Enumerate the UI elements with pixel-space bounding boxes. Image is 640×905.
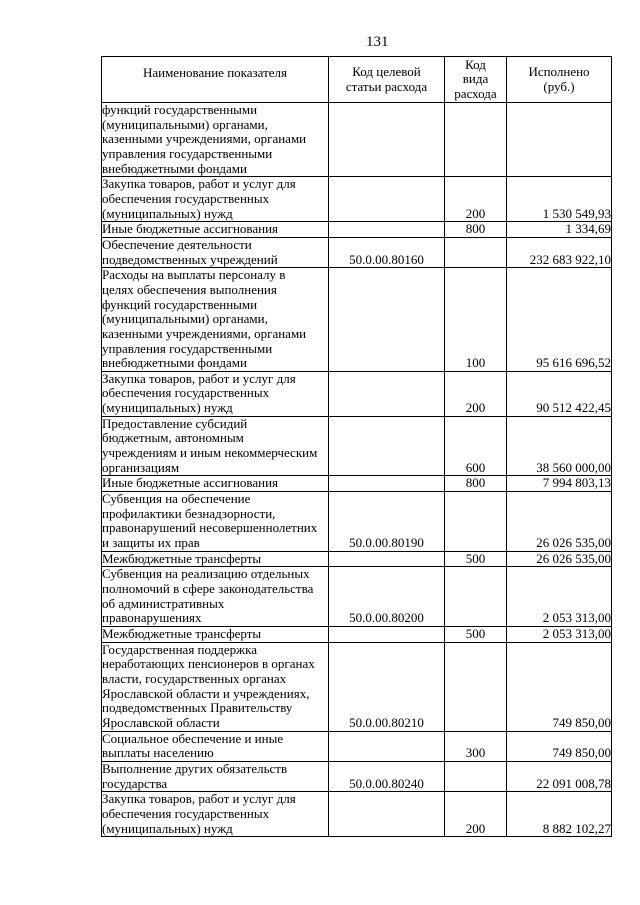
executed-amount-cell: 749 850,00 bbox=[507, 731, 612, 761]
indicator-name-cell: Государственная поддержка неработающих пенсионеров в органах власти, государственных органах Ярославской области и учреждениях, подведомственных Правительству Ярославской области bbox=[102, 642, 329, 731]
expense-kind-cell: 500 bbox=[445, 626, 507, 642]
indicator-name-cell: Субвенция на реализацию отдельных полномочий в сфере законодательства об административных правонарушениях bbox=[102, 567, 329, 627]
indicator-name-cell: Социальное обеспечение и иные выплаты населению bbox=[102, 731, 329, 761]
executed-amount-cell: 749 850,00 bbox=[507, 642, 612, 731]
table-row bbox=[102, 731, 612, 761]
expense-kind-cell: 800 bbox=[445, 476, 507, 492]
target-code-cell: 50.0.00.80240 bbox=[329, 761, 445, 791]
target-code-cell bbox=[329, 551, 445, 567]
expense-kind-cell: 200 bbox=[445, 177, 507, 222]
table-row bbox=[102, 237, 612, 267]
indicator-name-cell: функций государственными (муниципальными) органами, казенными учреждениями, органами управления государственными внебюджетными фондами bbox=[102, 103, 329, 177]
expense-kind-cell bbox=[445, 237, 507, 267]
target-code-cell bbox=[329, 731, 445, 761]
expense-kind-cell: 200 bbox=[445, 371, 507, 416]
expense-kind-cell: 800 bbox=[445, 222, 507, 238]
expense-kind-cell bbox=[445, 103, 507, 177]
target-code-cell bbox=[329, 103, 445, 177]
page-number: 131 bbox=[366, 34, 389, 50]
table-row bbox=[102, 177, 612, 222]
executed-amount-cell bbox=[507, 103, 612, 177]
indicator-name-cell: Межбюджетные трансферты bbox=[102, 626, 329, 642]
target-code-cell bbox=[329, 222, 445, 238]
header-indicator-name: Наименование показателя bbox=[102, 57, 329, 103]
executed-amount-cell: 8 882 102,27 bbox=[507, 792, 612, 837]
indicator-name-cell: Закупка товаров, работ и услуг для обеспечения государственных (муниципальных) нужд bbox=[102, 792, 329, 837]
table-row bbox=[102, 761, 612, 791]
target-code-cell bbox=[329, 371, 445, 416]
budget-execution-table bbox=[101, 56, 612, 837]
target-code-cell bbox=[329, 177, 445, 222]
expense-kind-cell: 200 bbox=[445, 792, 507, 837]
expense-kind-cell: 500 bbox=[445, 551, 507, 567]
table-row bbox=[102, 492, 612, 552]
executed-amount-cell: 38 560 000,00 bbox=[507, 416, 612, 476]
expense-kind-cell bbox=[445, 492, 507, 552]
target-code-cell bbox=[329, 416, 445, 476]
table-row bbox=[102, 103, 612, 177]
indicator-name-cell: Расходы на выплаты персоналу в целях обеспечения выполнения функций государственными (муниципальными) органами, казенными учреждениями, органами управления государственными внебюджетными фондами bbox=[102, 268, 329, 372]
target-code-cell: 50.0.00.80190 bbox=[329, 492, 445, 552]
executed-amount-cell: 232 683 922,10 bbox=[507, 237, 612, 267]
indicator-name-cell: Предоставление субсидий бюджетным, автономным учреждениям и иным некоммерческим организациям bbox=[102, 416, 329, 476]
indicator-name-cell: Иные бюджетные ассигнования bbox=[102, 476, 329, 492]
executed-amount-cell: 7 994 803,13 bbox=[507, 476, 612, 492]
expense-kind-cell bbox=[445, 567, 507, 627]
executed-amount-cell: 90 512 422,45 bbox=[507, 371, 612, 416]
table-row bbox=[102, 268, 612, 372]
expense-kind-cell bbox=[445, 761, 507, 791]
table-row bbox=[102, 551, 612, 567]
executed-amount-cell: 26 026 535,00 bbox=[507, 492, 612, 552]
table-row bbox=[102, 371, 612, 416]
expense-kind-cell: 600 bbox=[445, 416, 507, 476]
header-target-code: Код целевой статьи расхода bbox=[329, 57, 445, 103]
target-code-cell bbox=[329, 792, 445, 837]
target-code-cell bbox=[329, 626, 445, 642]
expense-kind-cell: 100 bbox=[445, 268, 507, 372]
header-expense-kind-code: Код вида расхода bbox=[445, 57, 507, 103]
indicator-name-cell: Иные бюджетные ассигнования bbox=[102, 222, 329, 238]
table-row bbox=[102, 416, 612, 476]
executed-amount-cell: 2 053 313,00 bbox=[507, 567, 612, 627]
target-code-cell: 50.0.00.80160 bbox=[329, 237, 445, 267]
table-row bbox=[102, 222, 612, 238]
target-code-cell: 50.0.00.80210 bbox=[329, 642, 445, 731]
expense-kind-cell: 300 bbox=[445, 731, 507, 761]
table-row bbox=[102, 567, 612, 627]
indicator-name-cell: Обеспечение деятельности подведомственных учреждений bbox=[102, 237, 329, 267]
executed-amount-cell: 95 616 696,52 bbox=[507, 268, 612, 372]
indicator-name-cell: Субвенция на обеспечение профилактики безнадзорности, правонарушений несовершеннолетних и защиты их прав bbox=[102, 492, 329, 552]
indicator-name-cell: Закупка товаров, работ и услуг для обеспечения государственных (муниципальных) нужд bbox=[102, 371, 329, 416]
indicator-name-cell: Межбюджетные трансферты bbox=[102, 551, 329, 567]
target-code-cell bbox=[329, 268, 445, 372]
indicator-name-cell: Закупка товаров, работ и услуг для обеспечения государственных (муниципальных) нужд bbox=[102, 177, 329, 222]
table-row bbox=[102, 792, 612, 837]
table-header-row bbox=[102, 57, 612, 103]
executed-amount-cell: 1 334,69 bbox=[507, 222, 612, 238]
header-executed-amount: Исполнено (руб.) bbox=[507, 57, 612, 103]
executed-amount-cell: 2 053 313,00 bbox=[507, 626, 612, 642]
target-code-cell: 50.0.00.80200 bbox=[329, 567, 445, 627]
indicator-name-cell: Выполнение других обязательств государства bbox=[102, 761, 329, 791]
executed-amount-cell: 22 091 008,78 bbox=[507, 761, 612, 791]
executed-amount-cell: 1 530 549,93 bbox=[507, 177, 612, 222]
executed-amount-cell: 26 026 535,00 bbox=[507, 551, 612, 567]
expense-kind-cell bbox=[445, 642, 507, 731]
table-row bbox=[102, 642, 612, 731]
table-row bbox=[102, 476, 612, 492]
target-code-cell bbox=[329, 476, 445, 492]
table-row bbox=[102, 626, 612, 642]
